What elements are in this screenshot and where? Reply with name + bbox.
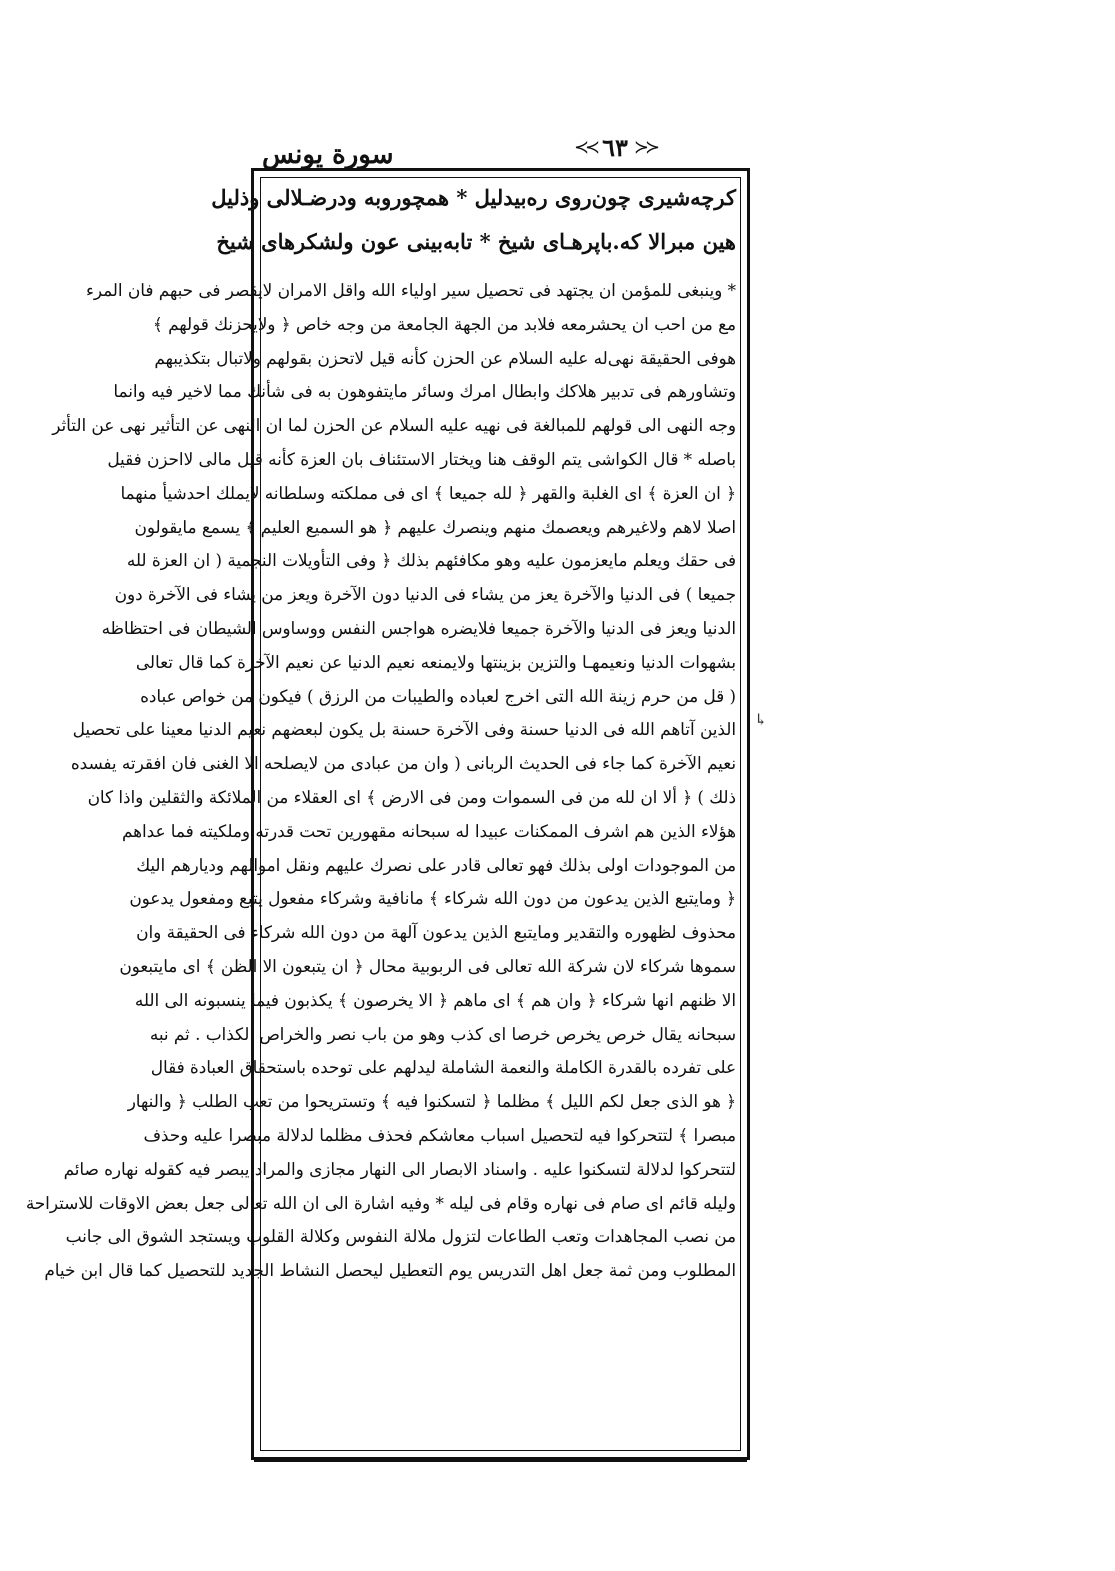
body-line: سبحانه يقال خرص يخرص خرصا اى كذب وهو من باب نصر والخراص الكذاب . ثم نبه bbox=[149, 1023, 736, 1044]
body-line: نعيم الآخرة كما جاء فى الحديث الربانى ( وان من عبادى من لايصلحه الا الغنى فان افقرته يفسده bbox=[70, 753, 736, 774]
body-line: * وينبغى للمؤمن ان يجتهد فى تحصيل سير اولياء الله واقل الامران لايقصر فى حبهم فان المرء bbox=[85, 280, 736, 300]
body-line: هوفى الحقيقة نهى‌له عليه السلام عن الحزن كأنه قيل لاتحزن بقولهم ولاتبال بتكذيبهم bbox=[154, 347, 736, 368]
body-line: ( قل من حرم زينة الله التى اخرج لعباده والطيبات من الرزق ) فيكون من خواص عباده bbox=[140, 685, 736, 706]
body-line: لتتحركوا لدلالة لتسكنوا عليه . واسناد الابصار الى النهار مجازى والمراد يبصر فيه كقوله نهاره صائم bbox=[63, 1158, 736, 1179]
body-line: وتشاورهم فى تدبير هلاكك وابطال امرك وسائر مايتفوهون به فى شأنك مما لاخير فيه وانما bbox=[113, 381, 736, 402]
ornament-left-icon: ≺≺ bbox=[573, 136, 597, 158]
verse-line: هين مبرالا كه.باپرهـاى شيخ * تابه‌بينى عون ولشكرهاى شيخ bbox=[216, 229, 736, 254]
body-line: ﴿ هو الذى جعل لكم الليل ﴾ مظلما ﴿ لتسكنوا فيه ﴾ وتستريحوا من تعب الطلب ﴿ والنهار bbox=[127, 1091, 736, 1112]
verse-block bbox=[211, 176, 736, 264]
body-line: ﴿ ومايتبع الذين يدعون من دون الله شركاء ﴾ مانافية وشركاء مفعول يتبع ومفعول يدعون bbox=[129, 888, 736, 909]
running-title: سورة يونس bbox=[262, 140, 394, 170]
body-line: الذين آتاهم الله فى الدنيا حسنة وفى الآخرة حسنة بل يكون لبعضهم نعيم الدنيا معينا على تحصيل bbox=[72, 719, 736, 740]
verse-line: كرچه‌شيرى چون‌روى ره‌بيدليل * همچوروبه ودرضـلالى وذليل bbox=[211, 185, 736, 210]
body-line: من الموجودات اولى بذلك فهو تعالى قادر على نصرك عليهم ونقل اموالهم وديارهم اليك bbox=[136, 854, 736, 875]
body-line: وليله قائم اى صام فى نهاره وقام فى ليله * وفيه اشارة الى ان الله تعالى جعل بعض الاوقات للاستراحة bbox=[25, 1192, 736, 1213]
body-line: سموها شركاء لان شركة الله تعالى فى الربوبية محال ﴿ ان يتبعون الا الظن ﴾ اى مايتبعون bbox=[119, 955, 736, 976]
page-number: ٦٣ bbox=[602, 132, 628, 162]
ornament-right-icon: ≻≻ bbox=[633, 136, 657, 158]
body-line: المطلوب ومن ثمة جعل اهل التدريس يوم التعطيل ليحصل النشاط الجديد للتحصيل كما قال ابن خيام bbox=[44, 1260, 736, 1281]
body-line: باصله * قال الكواشى يتم الوقف هنا ويختار الاستئناف بان العزة كأنه قيل مالى لااحزن فقيل bbox=[107, 448, 736, 469]
body-line: وجه النهى الى قولهم للمبالغة فى نهيه عليه السلام عن الحزن لما ان النهى عن التأثير نهى عن التأثر bbox=[52, 415, 736, 436]
margin-mark-icon: ↳ bbox=[754, 710, 768, 729]
body-line: من نصب المجاهدات وتعب الطاعات لتزول ملالة النفوس وكلالة القلوب ويستجد الشوق الى جانب bbox=[65, 1226, 736, 1247]
body-line: مبصرا ﴾ لتتحركوا فيه لتحصيل اسباب معاشكم فحذف مظلما لدلالة مبصرا عليه وحذف bbox=[143, 1124, 736, 1145]
page-number-block bbox=[540, 130, 690, 164]
frame-bottom-rule bbox=[254, 1459, 747, 1462]
body-line: فى حقك ويعلم مايعزمون عليه وهو مكافئهم بذلك ﴿ وفى التأويلات النجمية ( ان العزة لله bbox=[126, 550, 736, 571]
body-line: مع من احب ان يحشرمعه فلابد من الجهة الجامعة من وجه خاص ﴿ ولايحزنك قولهم ﴾ bbox=[152, 313, 736, 334]
body-line: محذوف لظهوره والتقدير ومايتبع الذين يدعون آلهة من دون الله شركاء فى الحقيقة وان bbox=[136, 922, 736, 943]
body-line: الا ظنهم انها شركاء ﴿ وان هم ﴾ اى ماهم ﴿ الا يخرصون ﴾ يكذبون فيما ينسبونه الى الله bbox=[134, 989, 736, 1010]
body-text bbox=[25, 274, 736, 1288]
body-line: بشهوات الدنيا ونعيمهـا والتزين بزينتها ولايمنعه نعيم الدنيا عن نعيم الآخرة كما قال تعالى bbox=[135, 651, 736, 672]
text-block bbox=[25, 176, 736, 1288]
body-line: ذلك ) ﴿ ألا ان لله من فى السموات ومن فى الارض ﴾ اى العقلاء من الملائكة والثقلين واذا كان bbox=[87, 786, 736, 807]
body-line: جميعا ) فى الدنيا والآخرة يعز من يشاء فى الدنيا دون الآخرة ويعز من يشاء فى الآخرة دون bbox=[114, 584, 736, 605]
body-line: هؤلاء الذين هم اشرف الممكنات عبيدا له سبحانه مقهورين تحت قدرته وملكيته فما عداهم bbox=[121, 820, 736, 841]
body-line: الدنيا ويعز فى الدنيا والآخرة جميعا فلايضره هواجس النفس ووساوس الشيطان فى احتظاظه bbox=[101, 617, 736, 638]
body-line: على تفرده بالقدرة الكاملة والنعمة الشاملة ليدلهم على توحده باستحقاق العبادة فقال bbox=[150, 1057, 736, 1078]
body-line: ﴿ ان العزة ﴾ اى الغلبة والقهر ﴿ لله جميعا ﴾ اى فى مملكته وسلطانه لايملك احدشيأ منهما bbox=[120, 482, 736, 503]
body-line: اصلا لاهم ولاغيرهم ويعصمك منهم وينصرك عليهم ﴿ هو السميع العليم ﴾ يسمع مايقولون bbox=[134, 516, 736, 537]
